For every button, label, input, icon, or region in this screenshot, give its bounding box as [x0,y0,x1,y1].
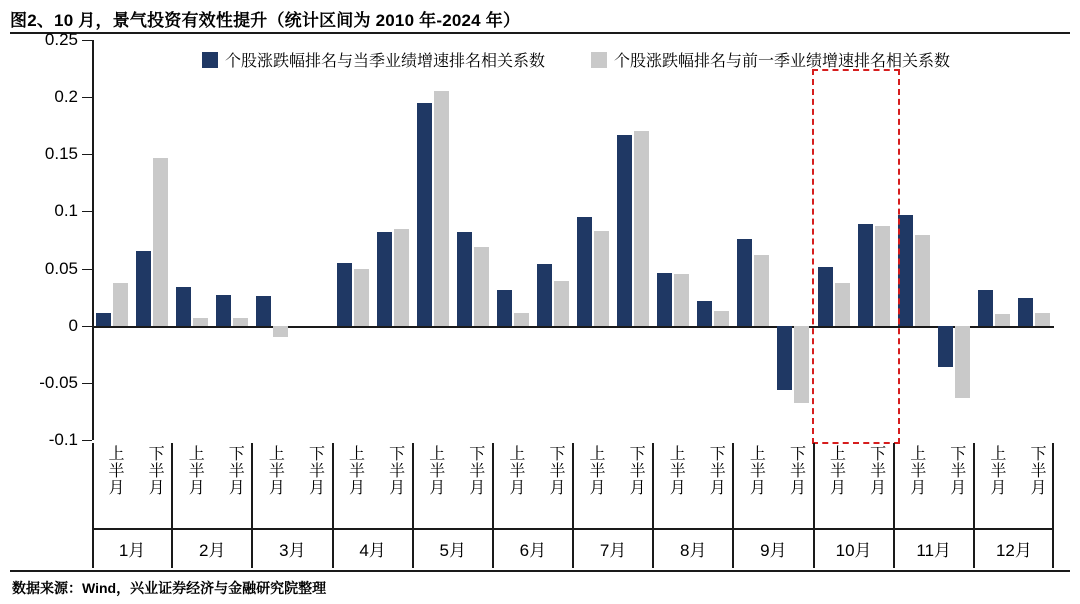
y-tick-label: 0.25 [44,30,78,49]
chart-plot-area [39,30,1054,449]
bar [233,318,248,326]
bar [697,301,712,326]
chart-title: 图2、10 月，景气投资有效性提升（统计区间为 2010 年-2024 年） [10,11,521,30]
half-month-label: 上半月 [587,445,605,496]
month-label: 2月 [199,540,226,560]
month-label-row [92,528,1054,568]
bar [875,226,890,325]
legend-swatch-series1 [202,52,218,68]
half-month-label: 上半月 [266,445,284,496]
bar [955,326,970,398]
half-month-label: 下半月 [466,445,484,496]
bar [394,229,409,326]
bar [153,158,168,326]
bar [657,273,672,326]
bar [794,326,809,404]
half-month-label: 上半月 [426,445,444,496]
legend-swatch-series2 [591,52,607,68]
month-label: 3月 [279,540,306,560]
y-tick-label: -0.05 [39,372,78,392]
bar [377,232,392,326]
bar [818,267,833,325]
bar [777,326,792,390]
half-month-label: 下半月 [867,445,885,496]
y-tick [82,211,92,212]
month-label: 4月 [359,540,386,560]
bar [457,232,472,326]
y-tick [82,154,92,155]
bar [617,135,632,326]
source-note: 数据来源：Wind，兴业证券经济与金融研究院整理 [12,580,327,596]
month-label: 5月 [439,540,466,560]
half-month-label: 下半月 [1027,445,1045,496]
month-label: 7月 [599,540,627,560]
y-tick [82,440,92,441]
bar [514,313,529,326]
half-month-label: 上半月 [506,445,524,496]
y-tick-label: -0.1 [48,430,78,449]
half-month-label: 上半月 [106,445,124,496]
y-axis [92,40,94,440]
y-tick-label: 0.15 [44,144,78,164]
half-month-label: 下半月 [707,445,725,496]
half-month-label: 上半月 [667,445,685,496]
half-month-label: 下半月 [627,445,645,496]
bar [216,295,231,326]
footer-divider [10,570,1070,572]
half-month-label: 下半月 [146,445,164,496]
chart-legend [202,48,950,71]
half-month-label: 下半月 [306,445,324,496]
bar [96,313,111,326]
legend-label-series2: 个股涨跌幅排名与前一季业绩增速排名相关系数 [614,53,951,70]
half-month-label: 下半月 [947,445,965,496]
month-label: 12月 [995,540,1032,560]
bar [594,231,609,326]
month-label: 9月 [760,540,787,560]
bar [634,131,649,325]
bar [256,296,271,326]
bar [858,224,873,326]
bar [273,326,288,337]
bar [337,263,352,326]
month-label: 11月 [916,540,952,560]
bar [1035,313,1050,326]
month-label: 1月 [118,540,146,560]
half-month-label: 上半月 [987,445,1005,496]
half-month-label: 下半月 [226,445,244,496]
half-month-label: 下半月 [787,445,805,496]
bar [674,274,689,325]
half-month-label: 上半月 [346,445,364,496]
bar [354,269,369,326]
bar [193,318,208,326]
half-month-label: 下半月 [546,445,564,496]
zero-baseline [92,326,1054,328]
half-month-label: 上半月 [186,445,204,496]
y-tick [82,269,92,270]
month-label: 10月 [835,540,872,560]
bar [537,264,552,326]
bar [113,283,128,325]
half-month-label: 下半月 [386,445,404,496]
bar [915,235,930,325]
bar [434,91,449,325]
legend-label-series1: 个股涨跌幅排名与当季业绩增速排名相关系数 [225,53,546,70]
bar [554,281,569,326]
half-month-label: 上半月 [747,445,765,496]
bar [737,239,752,326]
bar [898,215,913,326]
bar [136,251,151,325]
y-tick-label: 0.1 [54,201,78,221]
legend-item-series1 [202,48,545,71]
title-divider [10,32,1070,34]
month-label: 8月 [680,540,707,560]
y-tick [82,97,92,98]
legend-item-series2 [591,48,950,71]
bar [754,255,769,326]
half-month-label: 上半月 [907,445,925,496]
y-tick-label: 0.2 [54,87,78,107]
half-month-label-row [92,443,1054,528]
half-month-label: 上半月 [827,445,845,496]
y-tick-label: 0 [68,315,78,335]
bar [995,314,1010,325]
bar [417,103,432,326]
bar [978,290,993,325]
y-tick [82,326,92,327]
bar [176,287,191,326]
y-tick [82,383,92,384]
bar [497,290,512,325]
bar [714,311,729,326]
bar [577,217,592,326]
bar [1018,298,1033,325]
y-tick-label: 0.05 [44,258,78,278]
month-label: 6月 [519,540,547,560]
y-tick [82,40,92,41]
bar [938,326,953,367]
bar [835,283,850,325]
bar [474,247,489,326]
